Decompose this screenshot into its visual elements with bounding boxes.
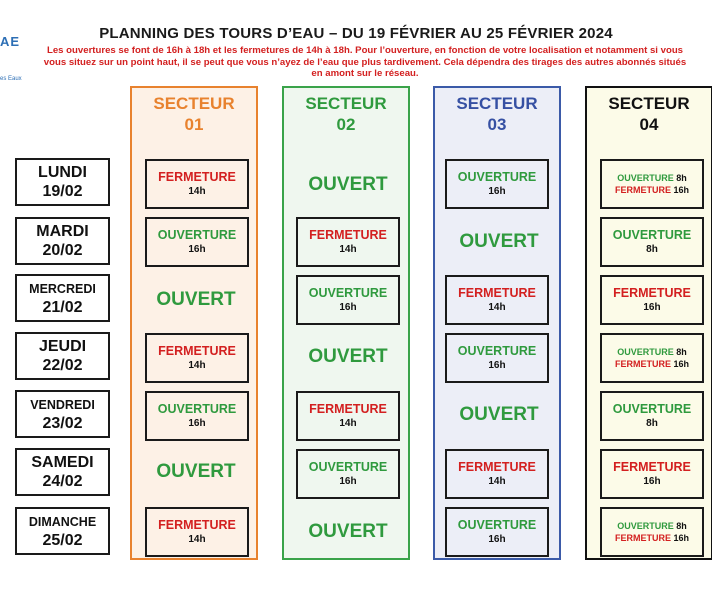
s1-dimanche-cell bbox=[145, 507, 249, 557]
s4-vendredi-cell bbox=[600, 391, 704, 441]
sector-number: 02 bbox=[336, 115, 356, 134]
day-name: MARDI bbox=[36, 222, 89, 240]
status-line-close bbox=[602, 184, 702, 196]
sector-02-header bbox=[284, 93, 408, 135]
s4-mercredi-cell bbox=[600, 275, 704, 325]
s1-vendredi-cell bbox=[145, 391, 249, 441]
s3-mercredi-cell bbox=[445, 275, 549, 325]
s4-jeudi-cell bbox=[600, 333, 704, 383]
sector-01-header bbox=[132, 93, 256, 135]
sector-04-header bbox=[587, 93, 711, 135]
status-time: 14h bbox=[488, 476, 506, 487]
status-time: 16h bbox=[488, 186, 506, 197]
s1-mardi-cell bbox=[145, 217, 249, 267]
page-title: PLANNING DES TOURS D’EAU – DU 19 FÉVRIER AU 25 FÉVRIER 2024 bbox=[99, 25, 613, 42]
status-line-close bbox=[602, 358, 702, 370]
s3-mardi-open: OUVERT bbox=[459, 231, 539, 252]
s2-lundi-open: OUVERT bbox=[308, 174, 388, 195]
status-label: OUVERTURE bbox=[157, 402, 237, 416]
status-label: FERMETURE bbox=[458, 286, 536, 300]
logo-text: AE bbox=[0, 34, 21, 49]
sector-label: SECTEUR bbox=[305, 94, 387, 113]
status-label: OUVERTURE bbox=[457, 518, 537, 532]
status-time: 16h bbox=[488, 360, 506, 371]
status-label: FERMETURE bbox=[158, 518, 236, 532]
day-name: JEUDI bbox=[38, 337, 87, 355]
s4-mardi-cell bbox=[600, 217, 704, 267]
status-line-open bbox=[602, 172, 702, 184]
status-time: 16h bbox=[488, 534, 506, 545]
sector-label: SECTEUR bbox=[153, 94, 235, 113]
status-time: 16h bbox=[339, 476, 357, 487]
status-label: OUVERTURE bbox=[617, 521, 674, 531]
s3-jeudi-cell bbox=[445, 333, 549, 383]
s1-mercredi-open: OUVERT bbox=[156, 289, 236, 310]
status-time: 16h bbox=[188, 244, 206, 255]
day-row-mercredi bbox=[15, 274, 110, 322]
s2-dimanche-open: OUVERT bbox=[308, 521, 388, 542]
s2-samedi-cell bbox=[296, 449, 400, 499]
day-row-vendredi bbox=[15, 390, 110, 438]
status-label: FERMETURE bbox=[458, 460, 536, 474]
sector-01-column bbox=[130, 86, 258, 560]
s2-jeudi-open: OUVERT bbox=[308, 346, 388, 367]
status-label: OUVERTURE bbox=[157, 228, 237, 242]
s2-mardi-cell bbox=[296, 217, 400, 267]
day-row-lundi bbox=[15, 158, 110, 206]
status-time: 8h bbox=[646, 244, 658, 255]
day-row-dimanche bbox=[15, 507, 110, 555]
day-date: 23/02 bbox=[42, 414, 83, 432]
status-time: 16h bbox=[188, 418, 206, 429]
status-time: 8h bbox=[676, 521, 687, 531]
day-name: SAMEDI bbox=[31, 453, 94, 471]
status-time: 16h bbox=[673, 359, 690, 369]
s3-vendredi-open: OUVERT bbox=[459, 404, 539, 425]
status-line-open bbox=[602, 346, 702, 358]
day-name: DIMANCHE bbox=[28, 514, 97, 529]
status-label: OUVERTURE bbox=[308, 460, 388, 474]
notice-text: Les ouvertures se font de 16h à 18h et les fermetures de 14h à 18h. Pour l’ouverture, en fonction de votre localisation et notamment si vous vous situez sur un point haut, il se peut que vous n’ayez de l’eau que plus tardivement. Cela dépendra des tirages des autres abonnés situés en amont sur le réseau. bbox=[43, 45, 687, 79]
s1-lundi-cell bbox=[145, 159, 249, 209]
status-label: OUVERTURE bbox=[612, 228, 692, 242]
status-label: OUVERTURE bbox=[457, 170, 537, 184]
status-time: 16h bbox=[339, 302, 357, 313]
status-line-open bbox=[602, 520, 702, 532]
s4-dimanche-cell bbox=[600, 507, 704, 557]
status-label: FERMETURE bbox=[614, 533, 671, 543]
status-time: 14h bbox=[339, 244, 357, 255]
status-time: 16h bbox=[643, 302, 661, 313]
day-name: LUNDI bbox=[38, 163, 87, 181]
logo-subtext: es Eaux bbox=[0, 76, 22, 82]
day-date: 19/02 bbox=[42, 182, 83, 200]
day-name: VENDREDI bbox=[30, 397, 95, 412]
status-label: FERMETURE bbox=[158, 344, 236, 358]
s3-dimanche-cell bbox=[445, 507, 549, 557]
status-label: FERMETURE bbox=[614, 359, 671, 369]
status-label: FERMETURE bbox=[613, 286, 691, 300]
status-time: 14h bbox=[188, 360, 206, 371]
status-label: OUVERTURE bbox=[617, 347, 674, 357]
s3-samedi-cell bbox=[445, 449, 549, 499]
status-label: FERMETURE bbox=[309, 228, 387, 242]
day-date: 21/02 bbox=[42, 298, 83, 316]
s1-jeudi-cell bbox=[145, 333, 249, 383]
sector-number: 03 bbox=[487, 115, 507, 134]
status-label: OUVERTURE bbox=[612, 402, 692, 416]
day-date: 24/02 bbox=[42, 472, 83, 490]
s3-lundi-cell bbox=[445, 159, 549, 209]
sector-number: 01 bbox=[184, 115, 204, 134]
sector-label: SECTEUR bbox=[608, 94, 690, 113]
status-time: 14h bbox=[339, 418, 357, 429]
day-name: MERCREDI bbox=[29, 281, 96, 296]
status-time: 8h bbox=[676, 347, 687, 357]
status-time: 8h bbox=[646, 418, 658, 429]
status-time: 8h bbox=[676, 173, 687, 183]
status-time: 16h bbox=[673, 533, 690, 543]
status-label: FERMETURE bbox=[309, 402, 387, 416]
s4-lundi-cell bbox=[600, 159, 704, 209]
day-row-mardi bbox=[15, 217, 110, 265]
day-row-jeudi bbox=[15, 332, 110, 380]
status-time: 14h bbox=[488, 302, 506, 313]
s2-vendredi-cell bbox=[296, 391, 400, 441]
day-date: 22/02 bbox=[42, 356, 83, 374]
sector-label: SECTEUR bbox=[456, 94, 538, 113]
day-date: 25/02 bbox=[42, 531, 83, 549]
day-date: 20/02 bbox=[42, 241, 83, 259]
status-label: FERMETURE bbox=[614, 185, 671, 195]
status-time: 16h bbox=[643, 476, 661, 487]
s4-samedi-cell bbox=[600, 449, 704, 499]
sector-03-header bbox=[435, 93, 559, 135]
status-line-close bbox=[602, 532, 702, 544]
status-label: FERMETURE bbox=[158, 170, 236, 184]
status-label: OUVERTURE bbox=[457, 344, 537, 358]
status-label: FERMETURE bbox=[613, 460, 691, 474]
sector-number: 04 bbox=[639, 115, 659, 134]
day-row-samedi bbox=[15, 448, 110, 496]
status-time: 14h bbox=[188, 186, 206, 197]
status-label: OUVERTURE bbox=[308, 286, 388, 300]
status-label: OUVERTURE bbox=[617, 173, 674, 183]
s1-samedi-open: OUVERT bbox=[156, 461, 236, 482]
status-time: 16h bbox=[673, 185, 690, 195]
s2-mercredi-cell bbox=[296, 275, 400, 325]
status-time: 14h bbox=[188, 534, 206, 545]
